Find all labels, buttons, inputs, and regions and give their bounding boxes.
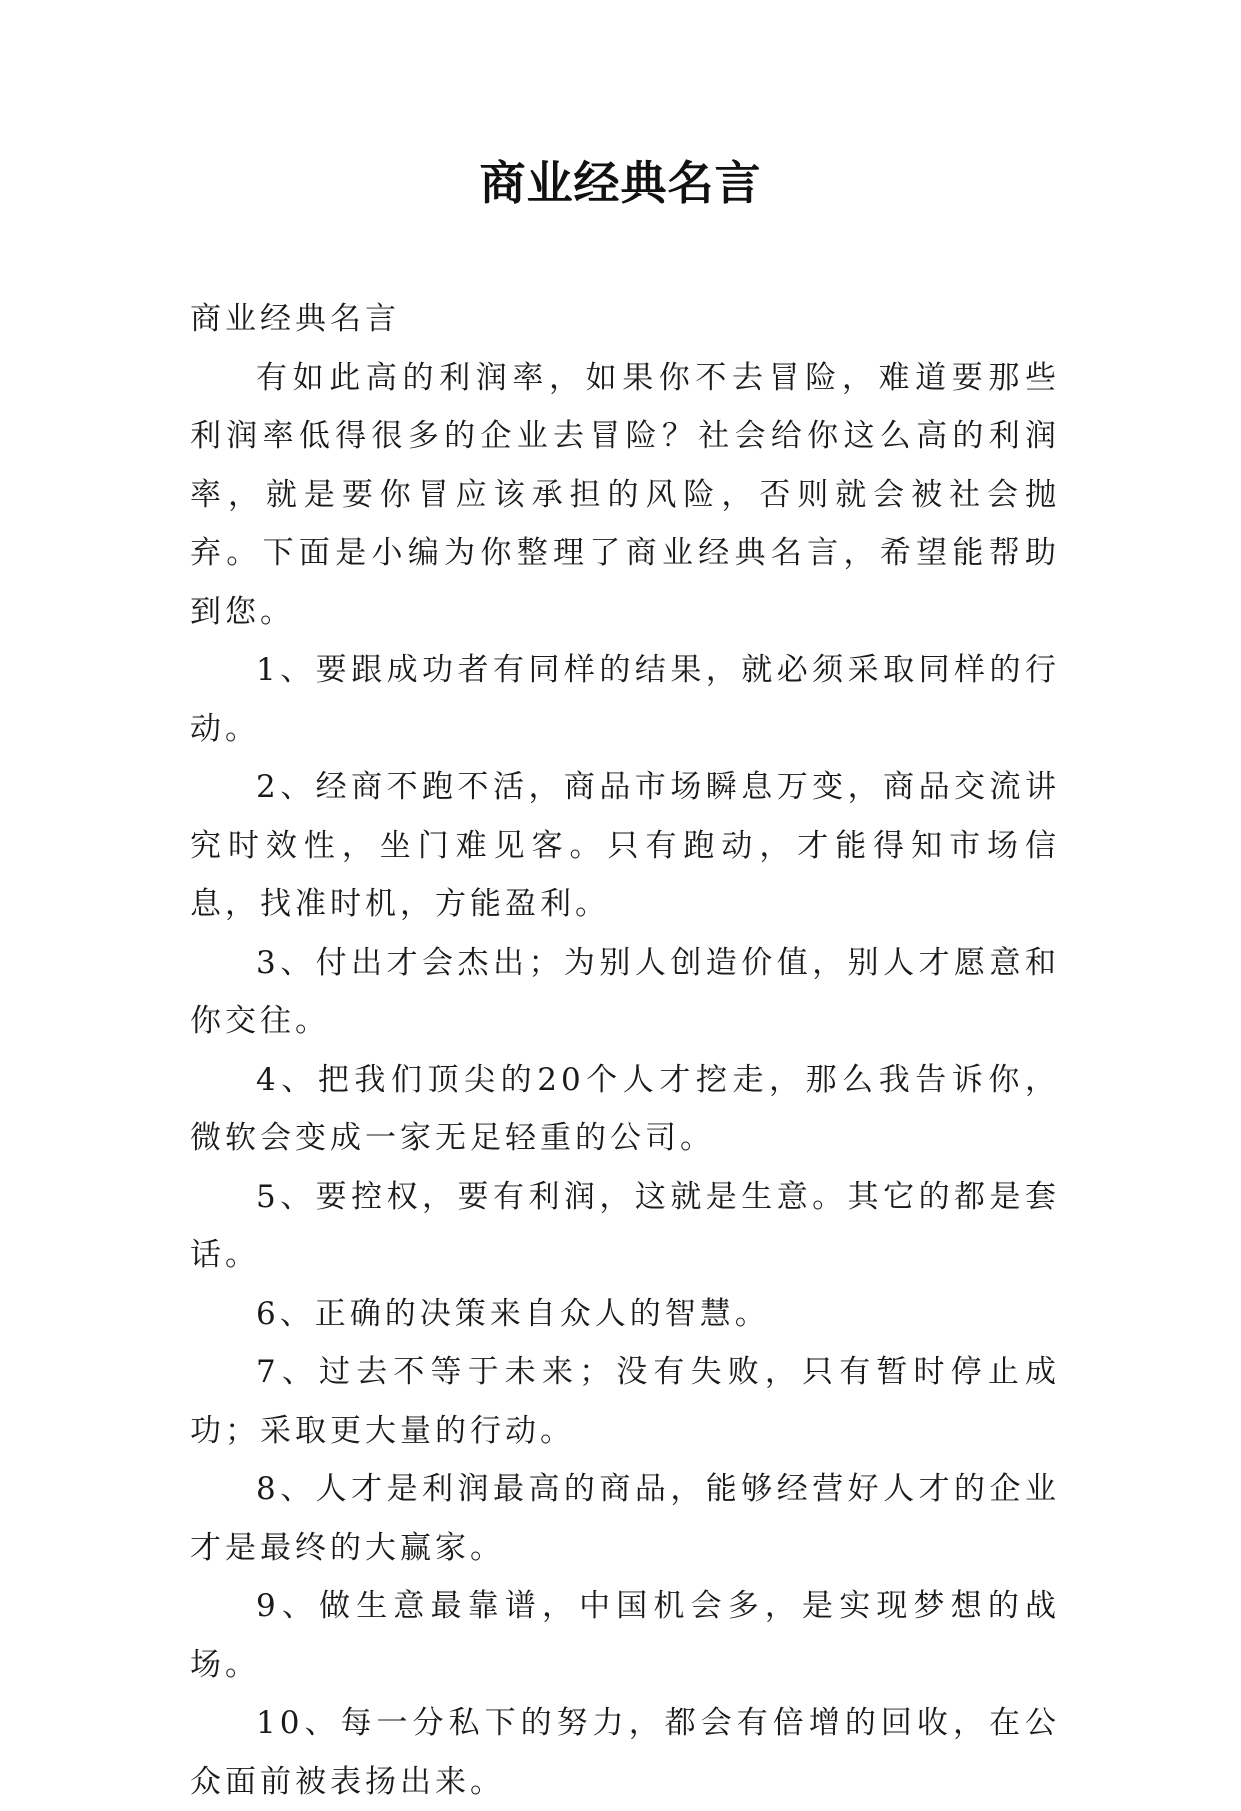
quote-item: 10、每一分私下的努力，都会有倍增的回收，在公众面前被表扬出来。 xyxy=(190,1705,1060,1800)
quote-item: 6、正确的决策来自众人的智慧。 xyxy=(256,1295,770,1332)
quote-item: 5、要控权，要有利润，这就是生意。其它的都是套话。 xyxy=(190,1178,1060,1273)
quote-item: 7、过去不等于未来；没有失败，只有暂时停止成功；采取更大量的行动。 xyxy=(190,1354,1060,1449)
paragraph-heading: 商业经典名言 xyxy=(190,301,400,337)
quote-item: 4、把我们顶尖的20个人才挖走，那么我告诉你，微软会变成一家无足轻重的公司。 xyxy=(190,1061,1060,1156)
quote-item: 3、付出才会杰出；为别人创造价值，别人才愿意和你交往。 xyxy=(190,944,1060,1039)
quote-item: 1、要跟成功者有同样的结果，就必须采取同样的行动。 xyxy=(190,652,1060,747)
quote-item: 9、做生意最靠谱，中国机会多，是实现梦想的战场。 xyxy=(190,1588,1060,1683)
quote-item: 2、经商不跑不活，商品市场瞬息万变，商品交流讲究时效性，坐门难见客。只有跑动，才能得知市场信息，找准时机，方能盈利。 xyxy=(190,769,1060,922)
document-body xyxy=(190,290,1060,1811)
document-title: 商业经典名言 xyxy=(479,156,762,210)
paragraph-intro: 有如此高的利润率，如果你不去冒险，难道要那些利润率低得很多的企业去冒险？社会给你这么高的利润率，就是要你冒应该承担的风险，否则就会被社会抛弃。下面是小编为你整理了商业经典名言，希望能帮助到您。 xyxy=(190,359,1060,630)
quote-item: 8、人才是利润最高的商品，能够经营好人才的企业才是最终的大赢家。 xyxy=(190,1471,1060,1566)
